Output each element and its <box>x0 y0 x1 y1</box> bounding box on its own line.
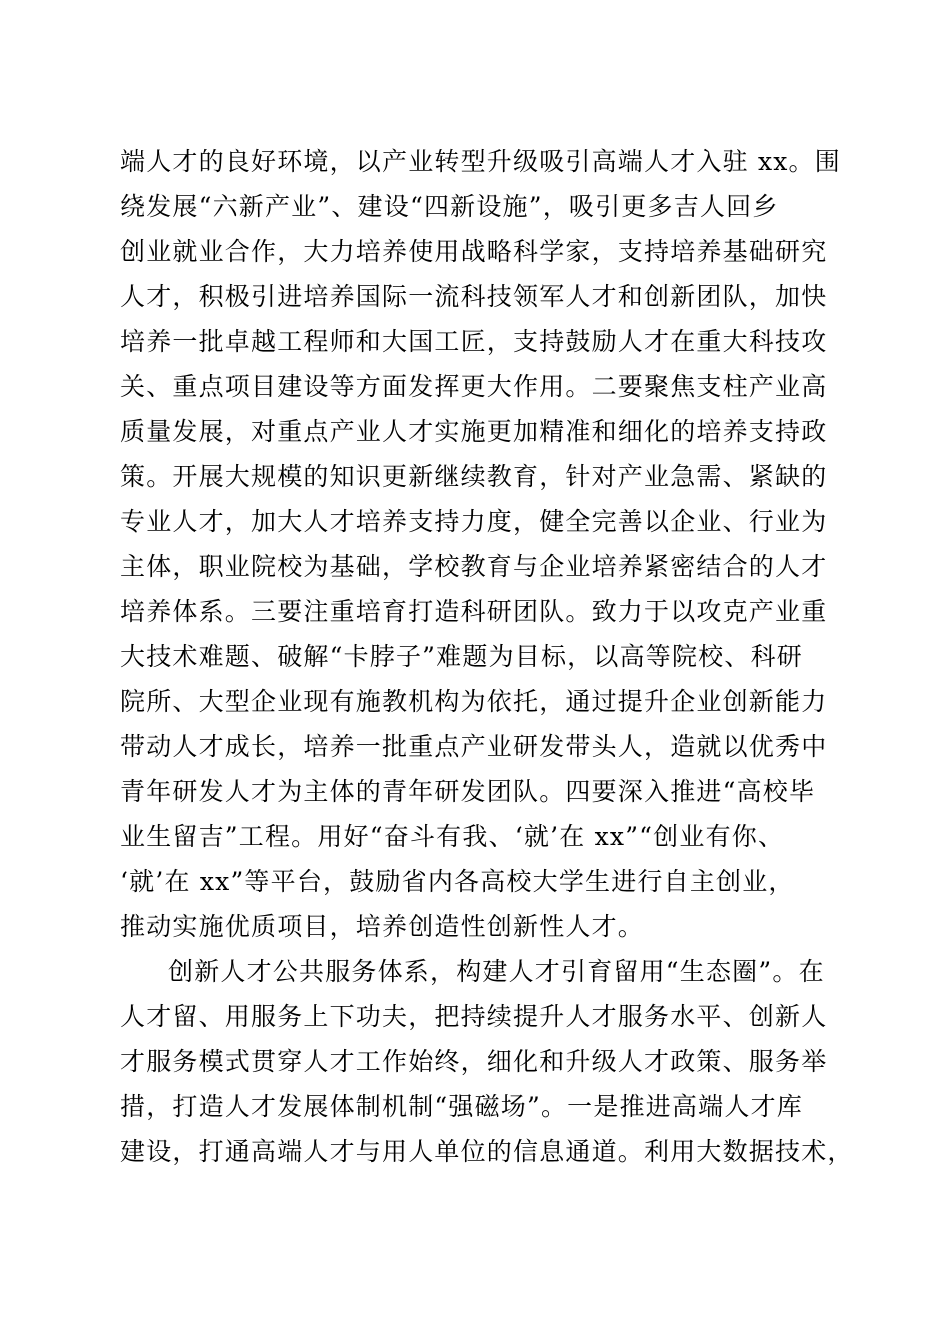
text-line: 才服务模式贯穿人才工作始终，细化和升级人才政策、服务举 <box>120 1047 828 1076</box>
text-line: 绕发展“六新产业”、建设“四新设施”，吸引更多吉人回乡 <box>120 192 779 221</box>
text-line: 人才留、用服务上下功夫，把持续提升人才服务水平、创新人 <box>120 1002 828 1031</box>
text-line: 建设，打通高端人才与用人单位的信息通道。利用大数据技术， <box>120 1137 854 1166</box>
text-line: 措，打造人才发展体制机制“强磁场”。一是推进高端人才库 <box>120 1092 803 1121</box>
text-line: 质量发展，对重点产业人才实施更加精准和细化的培养支持政 <box>120 417 828 446</box>
text-line: 业生留吉”工程。用好“奋斗有我、‘就’在 xx”“创业有你、 <box>120 822 785 851</box>
text-line: 端人才的良好环境，以产业转型升级吸引高端人才入驻 xx。围 <box>120 147 841 176</box>
text-line: 推动实施优质项目，培养创造性创新性人才。 <box>120 912 645 941</box>
text-line: 带动人才成长，培养一批重点产业研发带头人，造就以优秀中 <box>120 732 828 761</box>
text-line: 人才，积极引进培养国际一流科技领军人才和创新团队，加快 <box>120 282 828 311</box>
text-line: 院所、大型企业现有施教机构为依托，通过提升企业创新能力 <box>120 687 828 716</box>
text-line: 创业就业合作，大力培养使用战略科学家，支持培养基础研究 <box>120 237 828 266</box>
text-line: ‘就’在 xx”等平台，鼓励省内各高校大学生进行自主创业， <box>120 867 795 896</box>
text-line: 专业人才，加大人才培养支持力度，健全完善以企业、行业为 <box>120 507 828 536</box>
text-line: 关、重点项目建设等方面发挥更大作用。二要聚焦支柱产业高 <box>120 372 828 401</box>
text-line: 大技术难题、破解“卡脖子”难题为目标，以高等院校、科研 <box>120 642 803 671</box>
text-line: 青年研发人才为主体的青年研发团队。四要深入推进“高校毕 <box>120 777 816 806</box>
text-line: 策。开展大规模的知识更新继续教育，针对产业急需、紧缺的 <box>120 462 828 491</box>
text-line: 创新人才公共服务体系，构建人才引育留用“生态圈”。在 <box>168 957 825 986</box>
text-line: 培养体系。三要注重培育打造科研团队。致力于以攻克产业重 <box>120 597 828 626</box>
text-line: 培养一批卓越工程师和大国工匠，支持鼓励人才在重大科技攻 <box>120 327 828 356</box>
text-line: 主体，职业院校为基础，学校教育与企业培养紧密结合的人才 <box>120 552 828 581</box>
